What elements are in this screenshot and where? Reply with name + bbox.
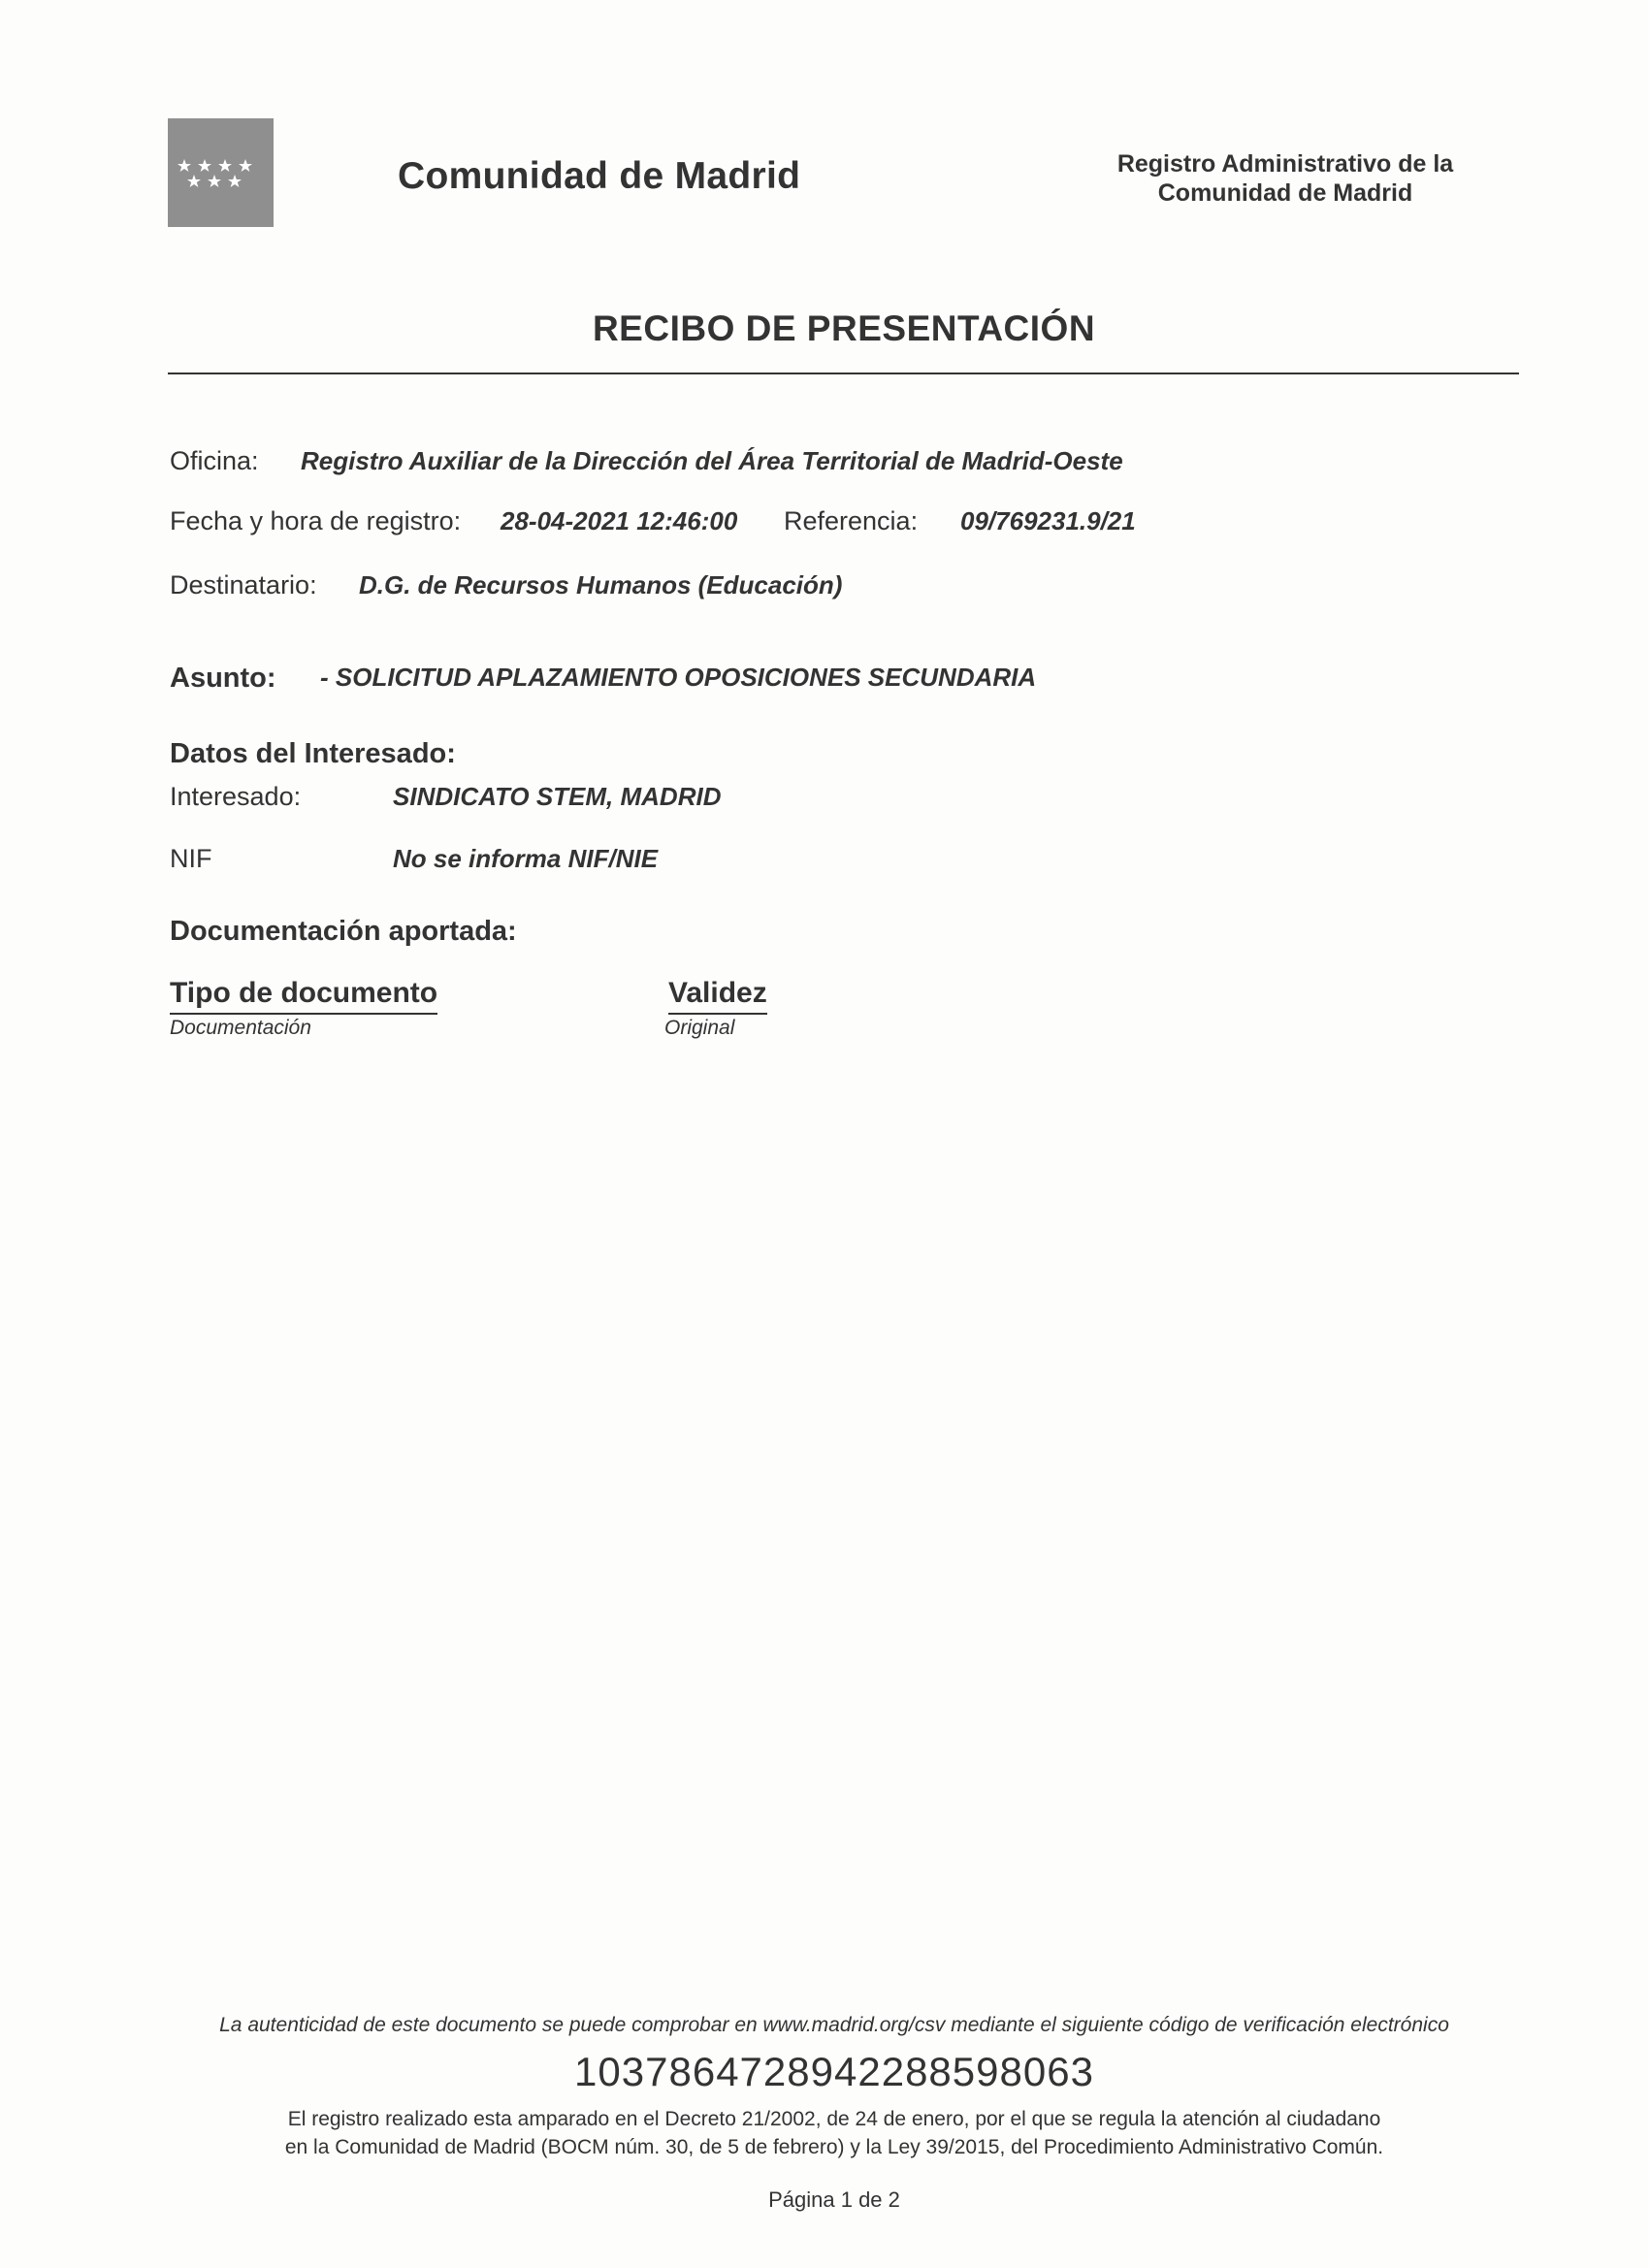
datos-interesado-title: Datos del Interesado:: [170, 738, 456, 769]
registro-header-line1: Registro Administrativo de la: [1116, 150, 1454, 178]
col-validez: Validez: [668, 977, 767, 1015]
registro-header: [1072, 149, 1499, 208]
oficina-value: Registro Auxiliar de la Dirección del Área Territorial de Madrid-Oeste: [301, 446, 1123, 475]
destinatario-label: Destinatario:: [170, 570, 317, 599]
fecha-label: Fecha y hora de registro:: [170, 506, 462, 535]
col-tipo-documento: Tipo de documento: [170, 977, 437, 1015]
destinatario-value: D.G. de Recursos Humanos (Educación): [359, 570, 843, 599]
comunidad-madrid-logo: [168, 118, 274, 227]
seven-stars-icon: [168, 118, 274, 227]
referencia-label: Referencia:: [784, 506, 919, 535]
row-validez: Original: [664, 1017, 735, 1039]
autenticidad-note: La autenticidad de este documento se puede comprobar en www.madrid.org/csv mediante el siguiente código de verificación electrónico: [219, 2014, 1449, 2036]
interesado-value: SINDICATO STEM, MADRID: [393, 782, 722, 811]
fecha-value: 28-04-2021 12:46:00: [501, 506, 738, 535]
documentacion-title: Documentación aportada:: [170, 916, 517, 947]
legal-line2: en la Comunidad de Madrid (BOCM núm. 30, de 5 de febrero) y la Ley 39/2015, del Procedimiento Administrativo Común.: [284, 2136, 1384, 2158]
document-title: RECIBO DE PRESENTACIÓN: [592, 308, 1096, 348]
title-divider: [168, 373, 1519, 374]
oficina-label: Oficina:: [170, 446, 259, 475]
csv-code: 1037864728942288598063: [574, 2049, 1094, 2094]
referencia-value: 09/769231.9/21: [960, 506, 1136, 535]
registro-header-line2: Comunidad de Madrid: [1157, 179, 1413, 207]
row-tipo: Documentación: [170, 1017, 311, 1039]
page-number: Página 1 de 2: [768, 2187, 900, 2212]
legal-notice: [155, 2105, 1513, 2161]
brand-name: Comunidad de Madrid: [398, 155, 801, 197]
asunto-label: Asunto:: [170, 663, 276, 694]
asunto-value: - SOLICITUD APLAZAMIENTO OPOSICIONES SECUNDARIA: [320, 663, 1037, 692]
interesado-label: Interesado:: [170, 782, 302, 811]
nif-label: NIF: [170, 844, 212, 873]
legal-line1: El registro realizado esta amparado en el Decreto 21/2002, de 24 de enero, por el que se regula la atención al ciudadano: [287, 2108, 1381, 2130]
nif-value: No se informa NIF/NIE: [393, 844, 659, 873]
